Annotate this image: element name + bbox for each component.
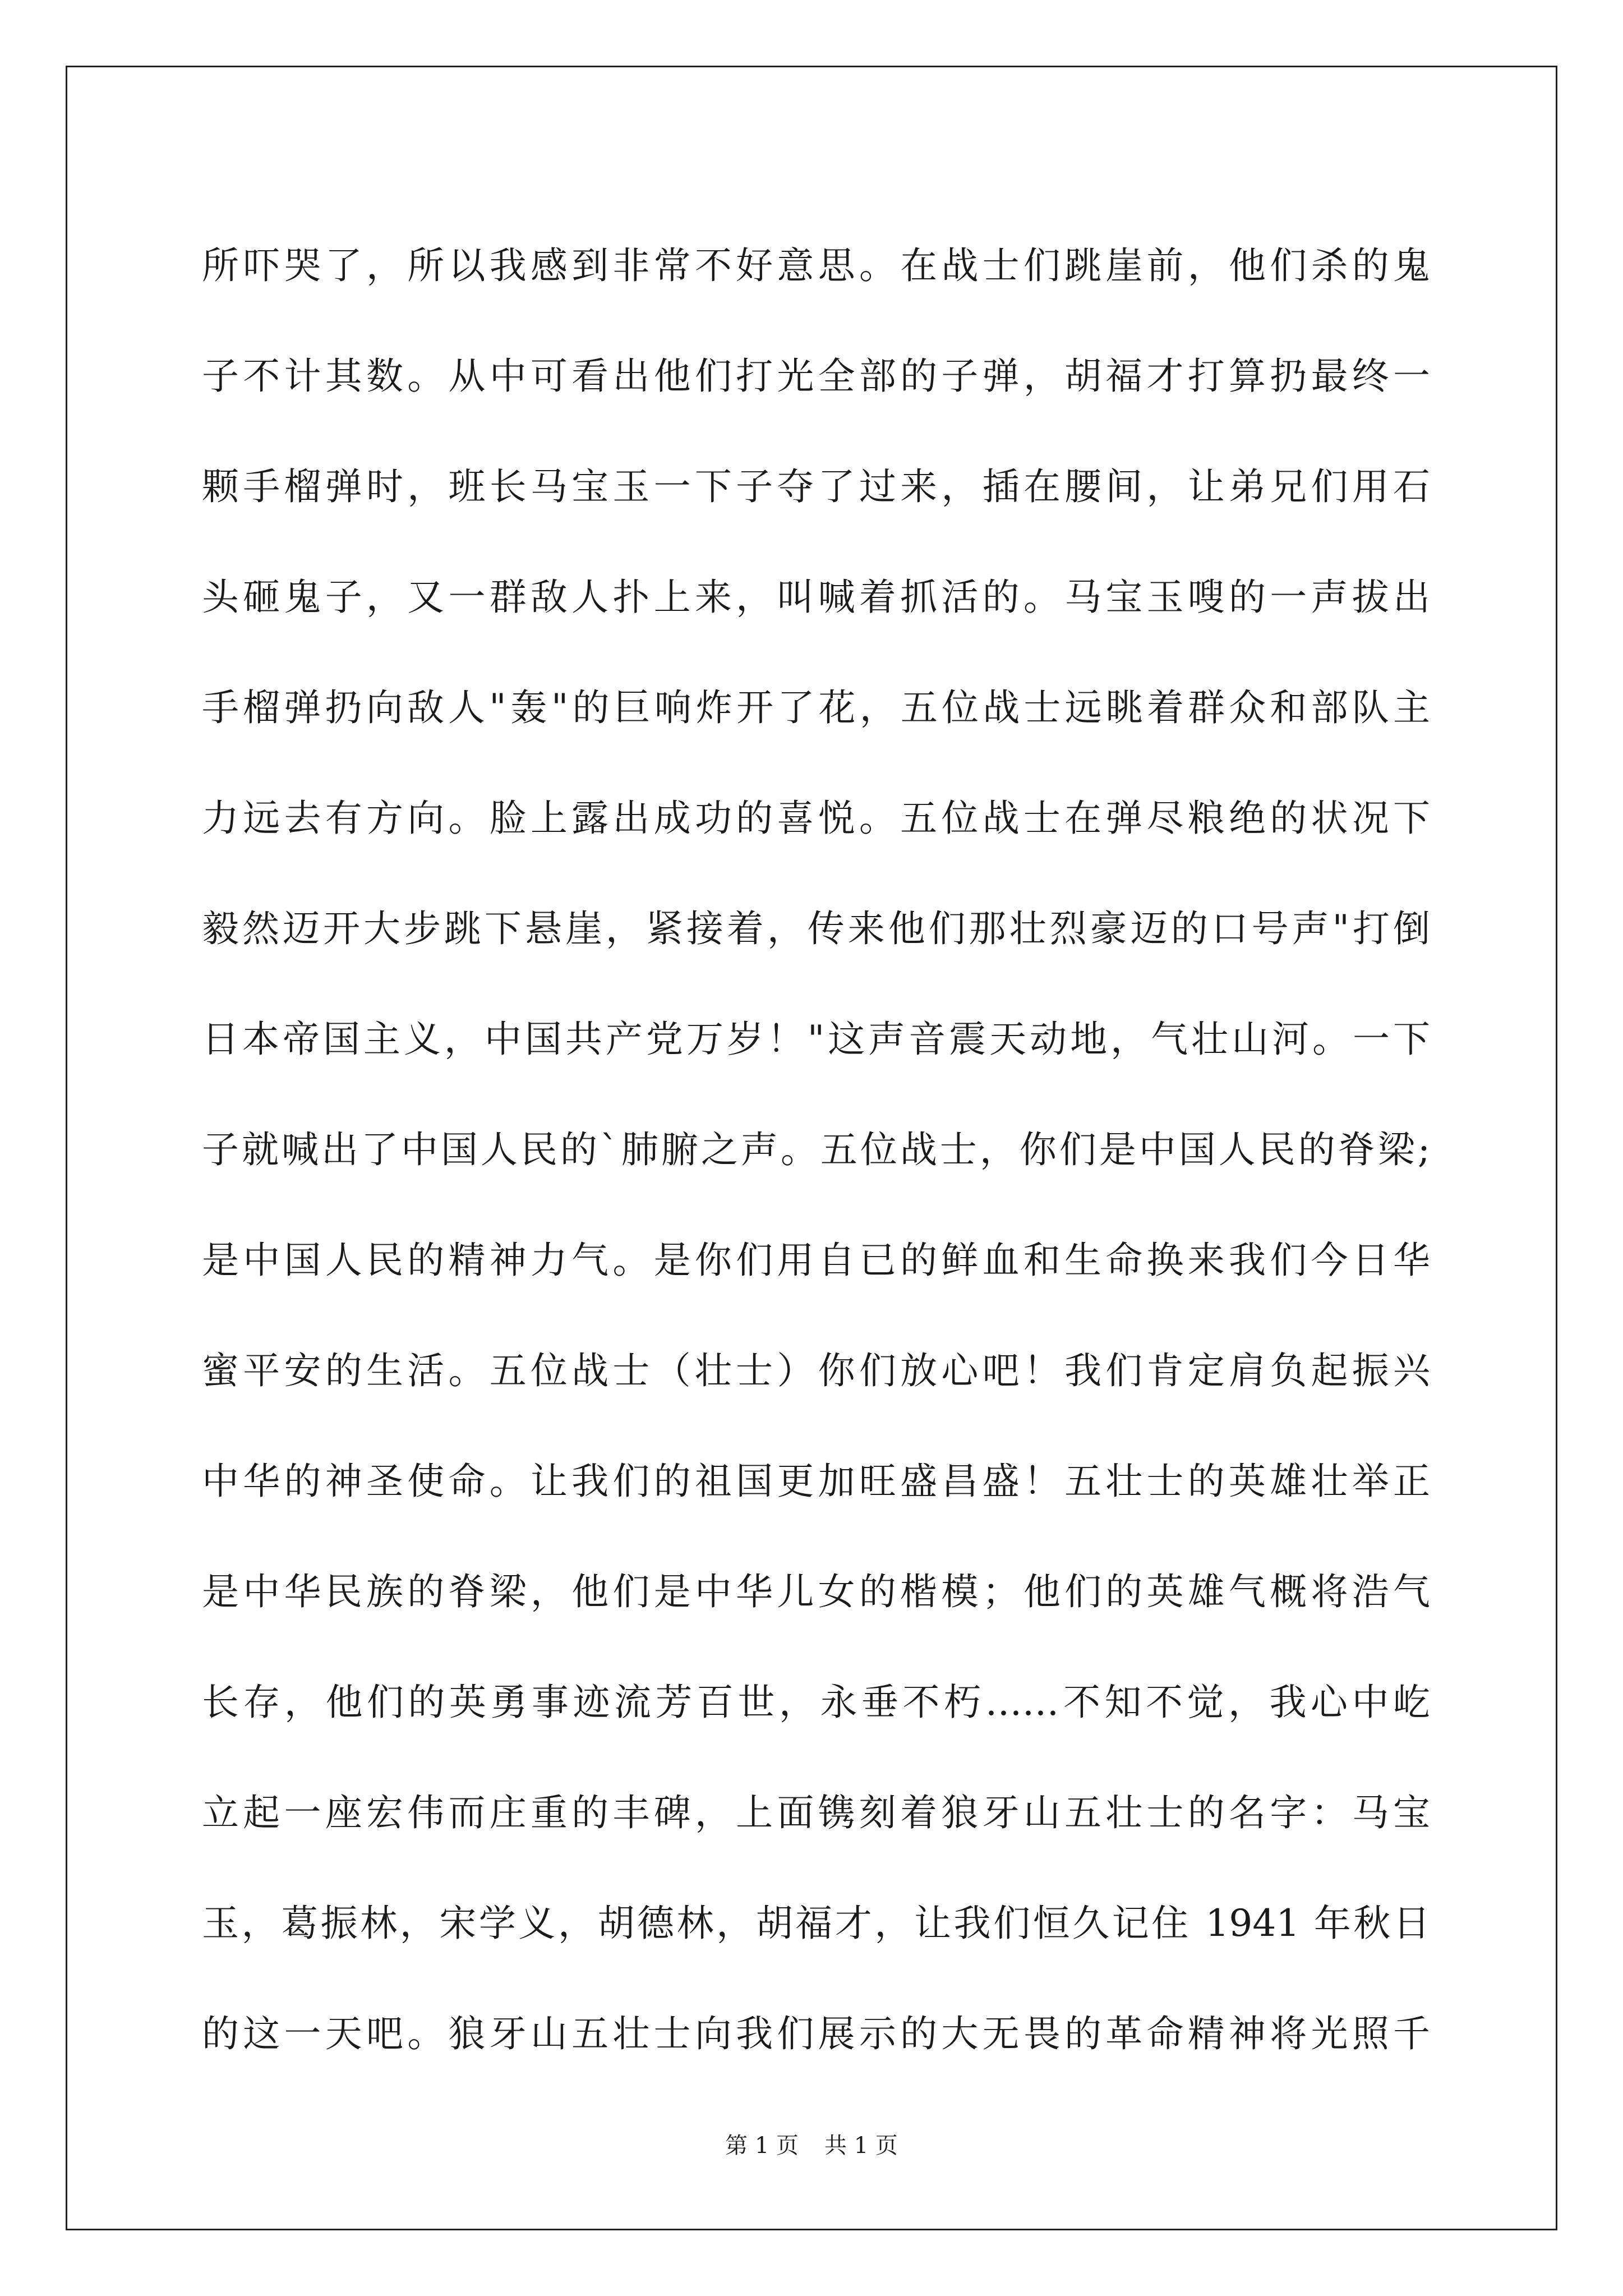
text-line-8: 日本帝国主义，中国共产党万岁！"这声音震天动地，气壮山河。一下 — [202, 1018, 1430, 1061]
text-line-14: 长存，他们的英勇事迹流芳百世，永垂不朽……不知不觉，我心中屹 — [202, 1681, 1430, 1724]
text-line-7: 毅然迈开大步跳下悬崖，紧接着，传来他们那壮烈豪迈的口号声"打倒 — [202, 907, 1430, 950]
text-line-12: 中华的神圣使命。让我们的祖国更加旺盛昌盛！五壮士的英雄壮举正 — [202, 1460, 1430, 1503]
text-line-5: 手榴弹扔向敌人"轰"的巨响炸开了花，五位战士远眺着群众和部队主 — [202, 686, 1430, 729]
text-line-2: 子不计其数。从中可看出他们打光全部的子弹，胡福才打算扔最终一 — [202, 355, 1430, 398]
total-pages: 共 1 页 — [824, 2133, 898, 2159]
text-line-15: 立起一座宏伟而庄重的丰碑，上面镌刻着狼牙山五壮士的名字：马宝 — [202, 1791, 1430, 1834]
text-line-3: 颗手榴弹时，班长马宝玉一下子夺了过来，插在腰间，让弟兄们用石 — [202, 465, 1430, 508]
text-line-9: 子就喊出了中国人民的`肺腑之声。五位战士，你们是中国人民的脊梁; — [202, 1128, 1430, 1171]
text-line-4: 头砸鬼子，又一群敌人扑上来，叫喊着抓活的。马宝玉嗖的一声拔出 — [202, 576, 1430, 619]
text-line-17: 的这一天吧。狼牙山五壮士向我们展示的大无畏的革命精神将光照千 — [202, 2012, 1430, 2055]
text-line-10: 是中国人民的精神力气。是你们用自已的鲜血和生命换来我们今日华 — [202, 1239, 1430, 1282]
text-line-16: 玉，葛振林，宋学义，胡德林，胡福才，让我们恒久记住 1941 年秋日 — [202, 1902, 1430, 1945]
text-line-11: 蜜平安的生活。五位战士（壮士）你们放心吧！我们肯定肩负起振兴 — [202, 1349, 1430, 1392]
page-number: 第 1 页 — [725, 2133, 799, 2159]
text-line-1: 所吓哭了，所以我感到非常不好意思。在战士们跳崖前，他们杀的鬼 — [202, 244, 1430, 287]
text-line-13: 是中华民族的脊梁，他们是中华儿女的楷模；他们的英雄气概将浩气 — [202, 1570, 1430, 1613]
text-line-6: 力远去有方向。脸上露出成功的喜悦。五位战士在弹尽粮绝的状况下 — [202, 797, 1430, 840]
page-footer — [0, 2129, 1623, 2162]
body-text — [202, 210, 1430, 2089]
